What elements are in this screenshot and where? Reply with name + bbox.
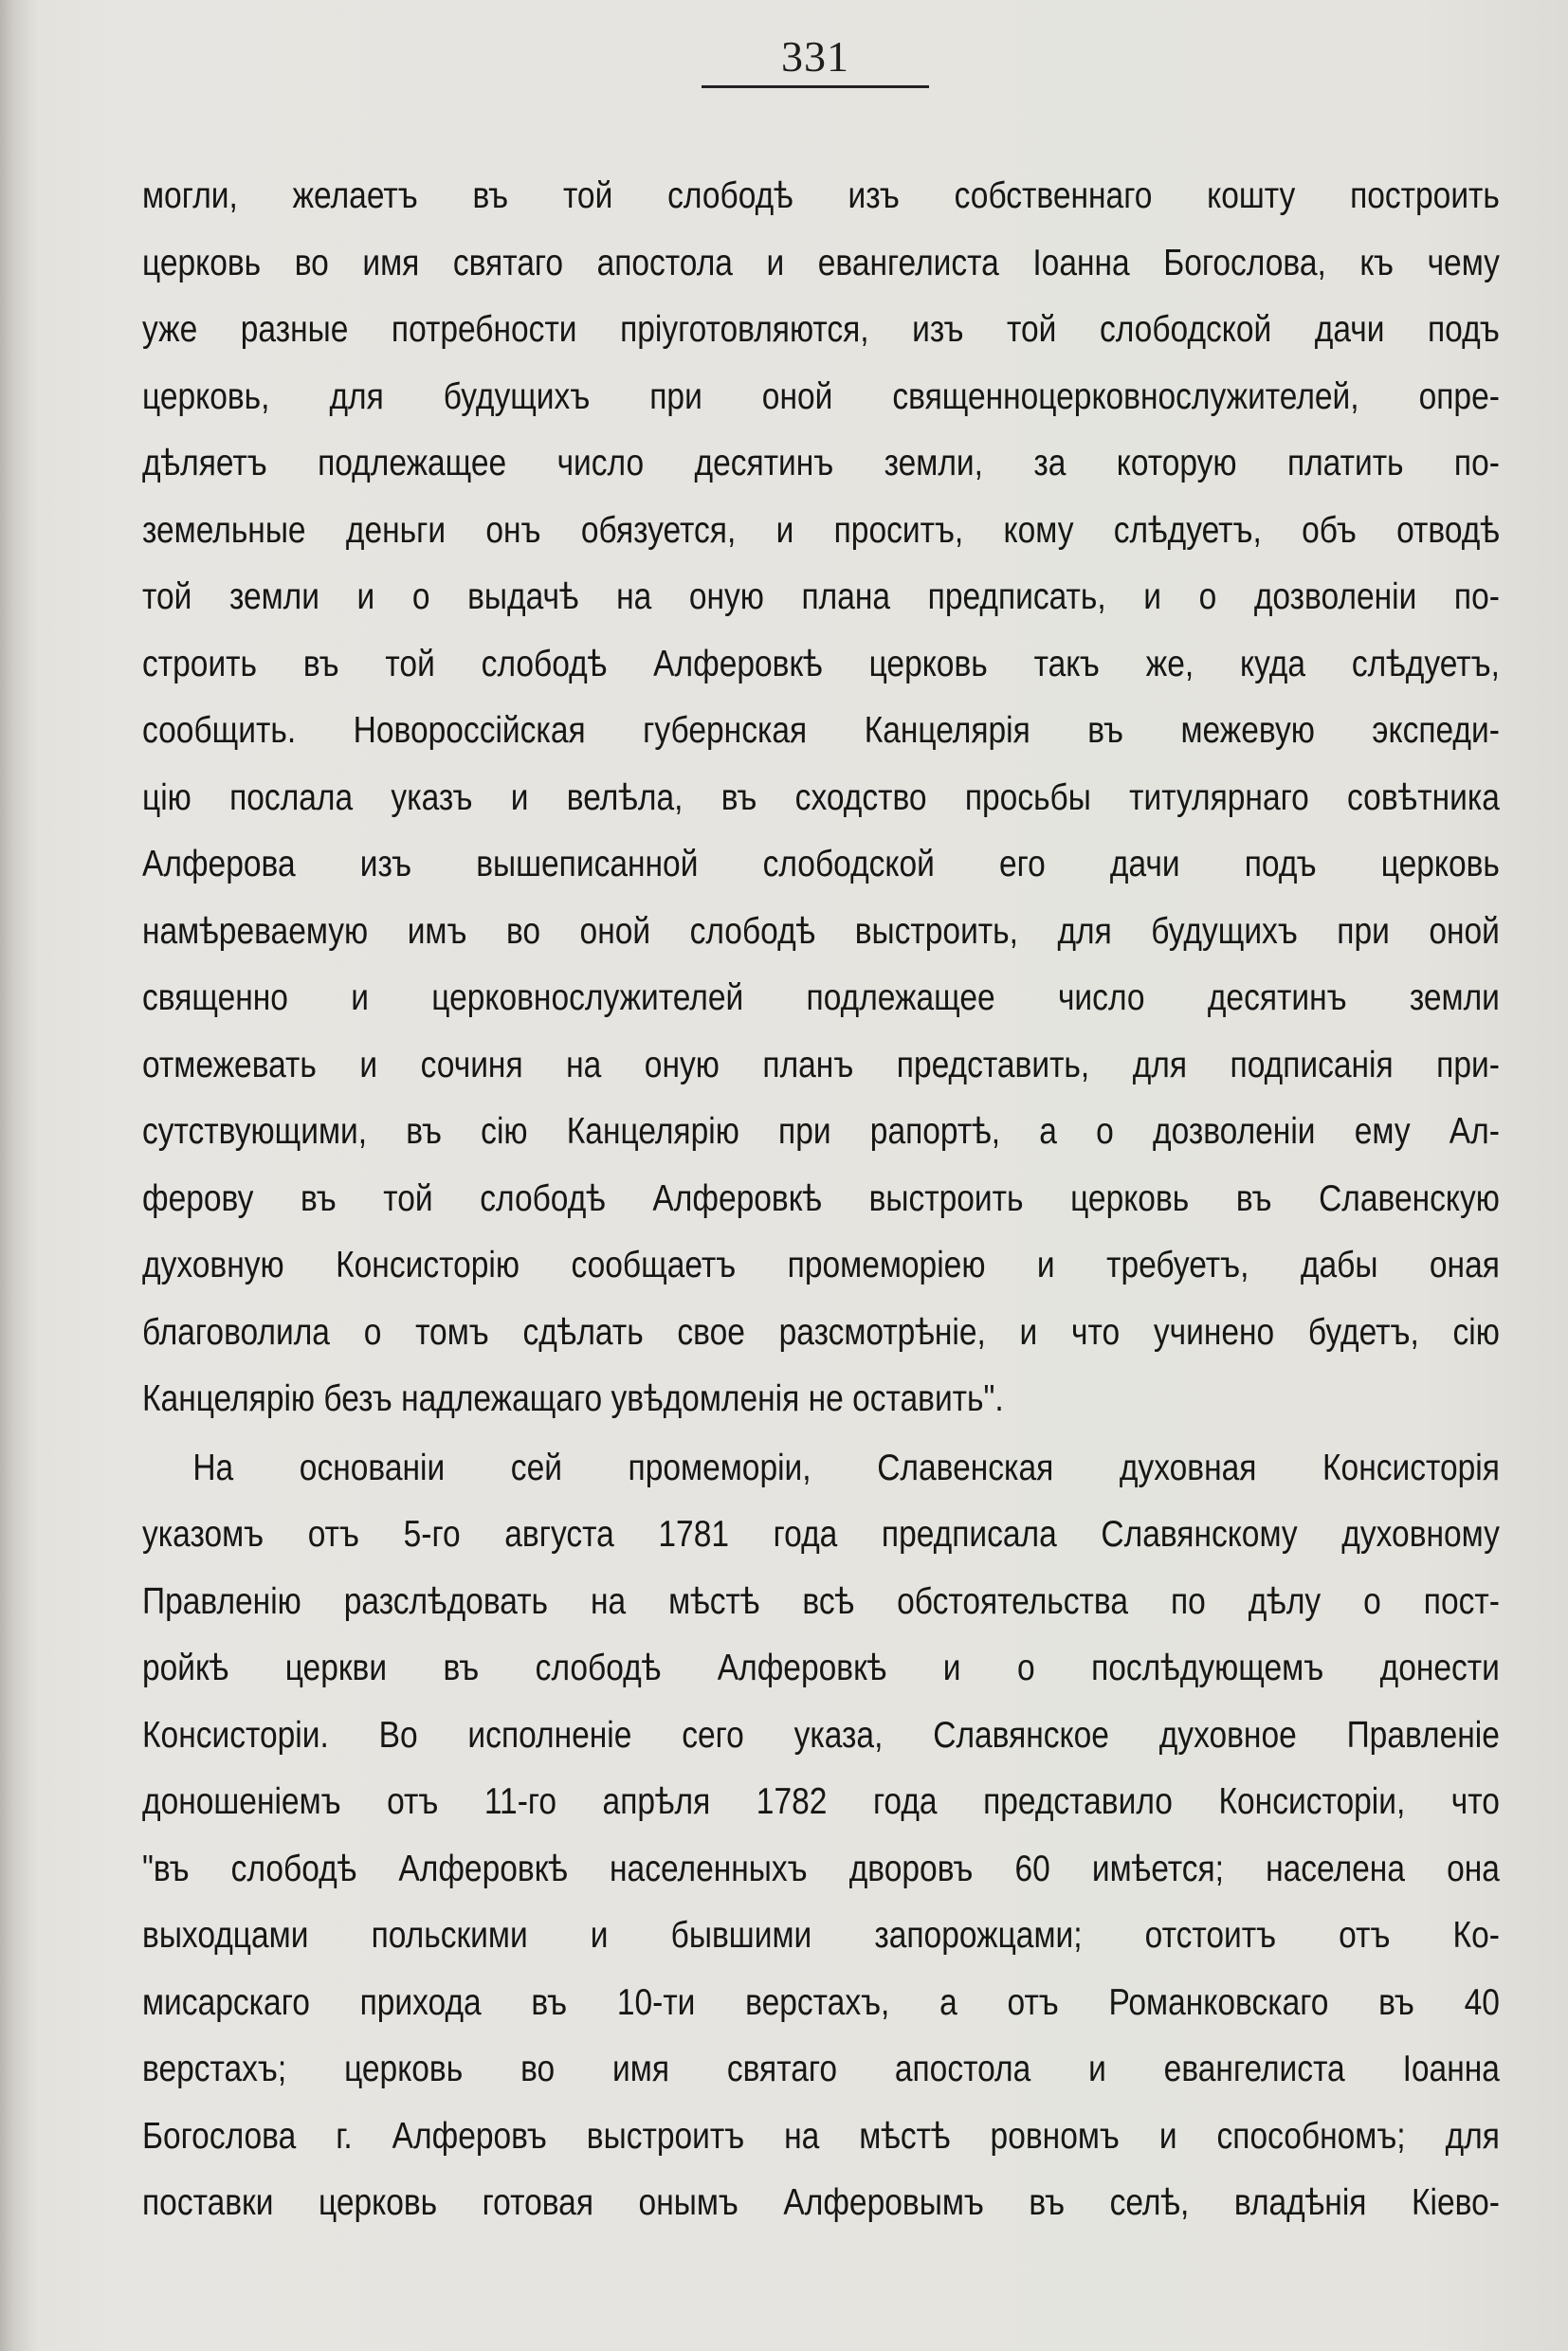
paragraph-2: [142, 1435, 1500, 2237]
text-line: священно и церковнослужителей подлежащее число десятинъ земли: [142, 977, 1500, 1018]
text-line: дѣляетъ подлежащее число десятинъ земли, за которую платить по-: [142, 443, 1500, 483]
text-line: мисарскаго прихода въ 10-ти верстахъ, а отъ Романковскаго въ 40: [142, 1981, 1500, 2023]
text-line: ферову въ той слободѣ Алферовкѣ выстроить церковь въ Славенскую: [142, 1177, 1500, 1219]
text-line: духовную Консисторію сообщаетъ промеморіею и требуетъ, дабы оная: [142, 1245, 1500, 1285]
text-line: Консисторіи. Во исполненіе сего указа, Славянское духовное Правленіе: [142, 1714, 1500, 1756]
text-line: отмежевать и сочиня на оную планъ представить, для подписанія при-: [142, 1044, 1500, 1085]
text-line: выходцами польскими и бывшими запорожцами; отстоитъ отъ Ко-: [142, 1915, 1500, 1956]
text-line: могли, желаетъ въ той слободѣ изъ собственнаго кошту построить: [142, 175, 1500, 216]
text-line: Правленію разслѣдовать на мѣстѣ всѣ обстоятельства по дѣлу о пост-: [142, 1580, 1500, 1622]
text-line: уже разные потребности пріуготовляются, изъ той слободской дачи подъ: [142, 309, 1500, 350]
text-line: доношеніемъ отъ 11-го апрѣля 1782 года представило Консисторіи, что: [142, 1781, 1500, 1822]
text-line: верстахъ; церковь во имя святаго апостола и евангелиста Іоанна: [142, 2049, 1500, 2089]
body-text: [142, 163, 1500, 2237]
text-line: "въ слободѣ Алферовкѣ населенныхъ дворовъ 60 имѣется; населена она: [142, 1848, 1500, 1889]
text-line: Алферова изъ вышеписанной слободской его дачи подъ церковь: [142, 844, 1500, 884]
page-number: 331: [781, 32, 849, 81]
text-line: сутствующими, въ сію Канцелярію при рапортѣ, а о дозволеніи ему Ал-: [142, 1111, 1500, 1152]
text-line: благоволила о томъ сдѣлать свое разсмотрѣніе, и что учинено будетъ, сію: [142, 1311, 1500, 1353]
text-line: поставки церковь готовая онымъ Алферовымъ въ селѣ, владѣнія Кіево-: [142, 2182, 1500, 2223]
text-line: земельные деньги онъ обязуется, и проситъ, кому слѣдуетъ, объ отводѣ: [142, 509, 1500, 551]
text-line: церковь во имя святаго апостола и евангелиста Іоанна Богослова, къ чему: [142, 242, 1500, 283]
text-line: Канцелярію безъ надлежащаго увѣдомленія не оставить".: [142, 1378, 1004, 1419]
text-line: строить въ той слободѣ Алферовкѣ церковь такъ же, куда слѣдуетъ,: [142, 643, 1500, 684]
text-line: церковь, для будущихъ при оной священноцерковнослужителей, опре-: [142, 375, 1500, 417]
text-line: указомъ отъ 5-го августа 1781 года предписала Славянскому духовному: [142, 1514, 1500, 1555]
page-header: [702, 32, 929, 88]
page-number-underline: [702, 85, 929, 88]
paragraph-1: [142, 163, 1500, 1433]
text-line: сообщить. Новороссійская губернская Канцелярія въ межевую экспеди-: [142, 710, 1500, 751]
text-line: цію послала указъ и велѣла, въ сходство просьбы титулярнаго совѣтника: [142, 776, 1500, 818]
text-line: Богослова г. Алферовъ выстроитъ на мѣстѣ ровномъ и способномъ; для: [142, 2115, 1500, 2157]
text-line: ройкѣ церкви въ слободѣ Алферовкѣ и о послѣдующемъ донести: [142, 1648, 1500, 1688]
text-line: На основаніи сей промеморіи, Славенская духовная Консисторія: [192, 1447, 1500, 1488]
text-line: намѣреваемую имъ во оной слободѣ выстроить, для будущихъ при оной: [142, 910, 1500, 952]
text-line: той земли и о выдачѣ на оную плана предписать, и о дозволеніи по-: [142, 576, 1500, 617]
